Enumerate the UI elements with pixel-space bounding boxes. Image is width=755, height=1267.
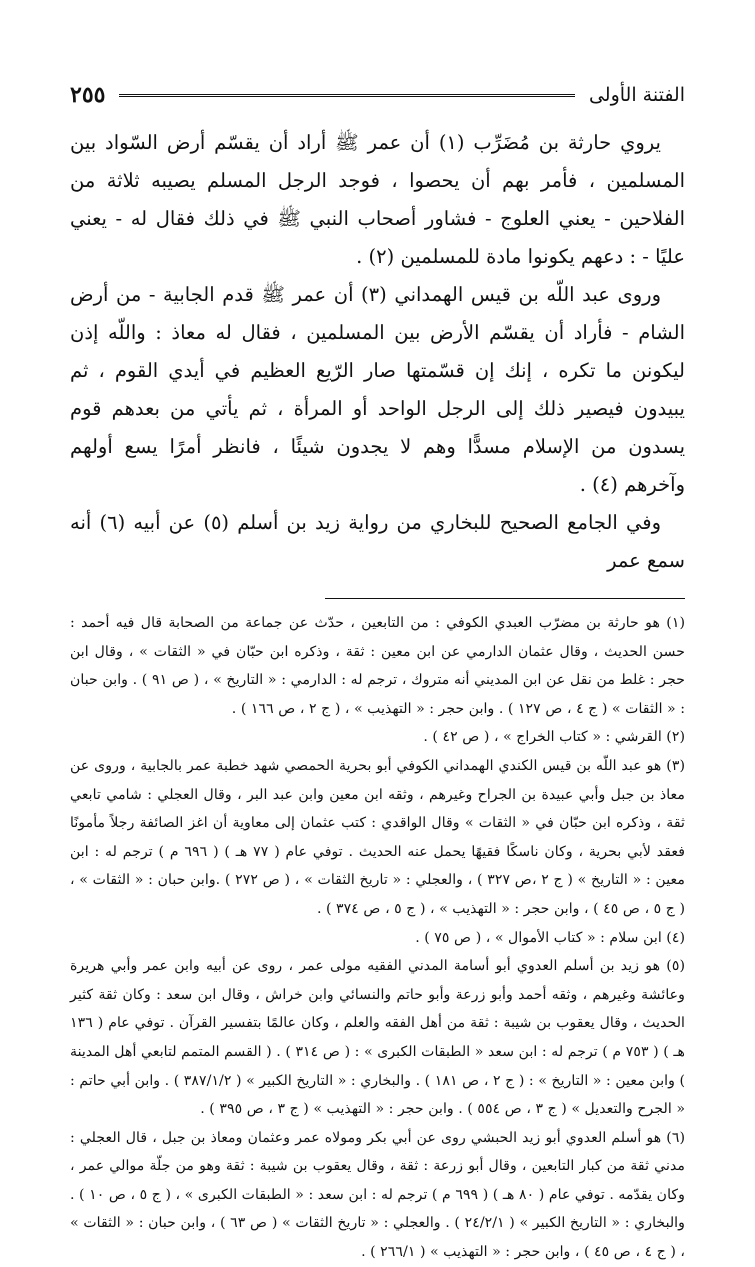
chapter-title: الفتنة الأولى: [588, 84, 685, 106]
footnote: (٢) القرشي : « كتاب الخراج » ، ( ص ٤٢ ) .: [423, 729, 685, 746]
footnote: (١) هو حارثة بن مضرّب العبدي الكوفي : من التابعين ، حدّث عن جماعة من الصحابة قال فيه أحمد : حسن الحديث ، وقال عثمان الدارمي عن ابن معين : ثقة ، وذكره ابن حبّان في « الثقات » ، وقال ابن حجر : غلط من نقل عن ابن المديني أنه متروك ، ترجم له : الدارمي : « التاريخ » ، ( ص ٩١ ) . وابن حبان : « الثقات » ( ج ٤ ، ص ١٢٧ ) . وابن حجر : « التهذيب » ، ( ج ٢ ، ص ١٦٦ ) .: [70, 615, 685, 717]
header-rule: [119, 94, 575, 97]
book-page: [70, 78, 685, 1267]
main-text: [70, 124, 685, 580]
body-paragraph: وروى عبد اللّه بن قيس الهمداني (٣) أن عمر ﷺ قدم الجابية - من أرض الشام - فأراد أن يقسّم الأرض بين المسلمين ، فقال له معاذ : واللّه إذن ليكونن ما تكره ، إنك إن قسّمتها صار الرّيع العظيم في أيدي القوم ، ثم يبيدون فيصير ذلك إلى الرجل الواحد أو المرأة ، ثم يأتي من بعدهم قوم يسدون من الإسلام مسدًّا وهم لا يجدون شيئًا ، فانظر أمرًا يسع أولهم وآخرهم (٤) .: [70, 283, 685, 496]
footnotes: [70, 609, 685, 1267]
footnote: (٦) هو أسلم العدوي أبو زيد الحبشي روى عن أبي بكر ومولاه عمر وعثمان ومعاذ بن جبل ، قال العجلي : مدني ثقة من كبار التابعين ، وقال أبو زرعة : ثقة ، وقال يعقوب بن شيبة : ثقة وهو من جلّة موالي عمر ، وكان يقدّمه . توفي عام ( ٨٠ هـ ) ( ٦٩٩ م ) ترجم له : ابن سعد : « الطبقات الكبرى » ، ( ج ٥ ، ص ١٠ ) . والبخاري : « التاريخ الكبير » ( ٢٤/٢/١ ) . والعجلي : « تاريخ الثقات » ( ص ٦٣ ) ، وابن حبان : « الثقات » ، ( ج ٤ ، ص ٤٥ ) ، وابن حجر : « التهذيب » ( ٢٦٦/١ ) .: [70, 1129, 686, 1261]
running-header: [70, 78, 685, 112]
page-number: ٢٥٥: [70, 82, 106, 108]
body-paragraph: وفي الجامع الصحيح للبخاري من رواية زيد بن أسلم (٥) عن أبيه (٦) أنه سمع عمر: [70, 511, 685, 572]
body-paragraph: يروي حارثة بن مُضَرِّب (١) أن عمر ﷺ أراد أن يقسّم أرض السّواد بين المسلمين ، فأمر بهم أن يحصوا ، فوجد الرجل المسلم يصيبه ثلاثة من الفلاحين - يعني العلوج - فشاور أصحاب النبي ﷺ في ذلك فقال له - يعني عليًا - : دعهم يكونوا مادة للمسلمين (٢) .: [70, 131, 685, 268]
footnote: (٥) هو زيد بن أسلم العدوي أبو أسامة المدني الفقيه مولى عمر ، روى عن أبيه وابن عمر وأبي هريرة وعائشة وغيرهم ، وثقه أحمد وأبو زرعة وأبو حاتم والنسائي وابن خراش ، وقال ابن سعد : وكان ثقة كثير الحديث ، وقال يعقوب بن شيبة : ثقة من أهل الفقه والعلم ، وكان عالمًا بتفسير القرآن . توفي عام ( ١٣٦ هـ ) ( ٧٥٣ م ) ترجم له : ابن سعد « الطبقات الكبرى » : ( ص ٣١٤ ) . ( القسم المتمم لتابعي أهل المدينة ) وابن معين : « التاريخ » : ( ج ٢ ، ص ١٨١ ) . والبخاري : « التاريخ الكبير » ( ٣٨٧/١/٢ ) . وابن أبي حاتم : « الجرح والتعديل » ( ج ٣ ، ص ٥٥٤ ) . وابن حجر : « التهذيب » ( ج ٣ ، ص ٣٩٥ ) .: [70, 958, 686, 1118]
footnote: (٤) ابن سلام : « كتاب الأموال » ، ( ص ٧٥ ) .: [415, 929, 685, 946]
footnote: (٣) هو عبد اللّه بن قيس الكندي الهمداني الكوفي أبو بحرية الحمصي شهد خطبة عمر بالجابية ، وروى عن معاذ بن جبل وأبي عبيدة بن الجراح وغيرهم ، وثقه ابن معين وابن عبد البر ، وقال العجلي : شامي تابعي ثقة ، وذكره ابن حبّان في « الثقات » وقال الواقدي : كتب عثمان إلى معاوية أن اغز الصائفة رجلاً مأمونًا فعقد لأبي بحرية ، وكان ناسكًا فقيهًا يحمل عنه الحديث . توفي عام ( ٧٧ هـ ) ( ٦٩٦ م ) ترجم له : ابن معين : « التاريخ » ( ج ٢ ،ص ٣٢٧ ) ، والعجلي : « تاريخ الثقات » ، ( ص ٢٧٢ ) .وابن حبان : « الثقات » ، ( ج ٥ ، ص ٤٥ ) ، وابن حجر : « التهذيب » ، ( ج ٥ ، ص ٣٧٤ ) .: [70, 757, 685, 917]
footnote-separator: [325, 598, 685, 599]
